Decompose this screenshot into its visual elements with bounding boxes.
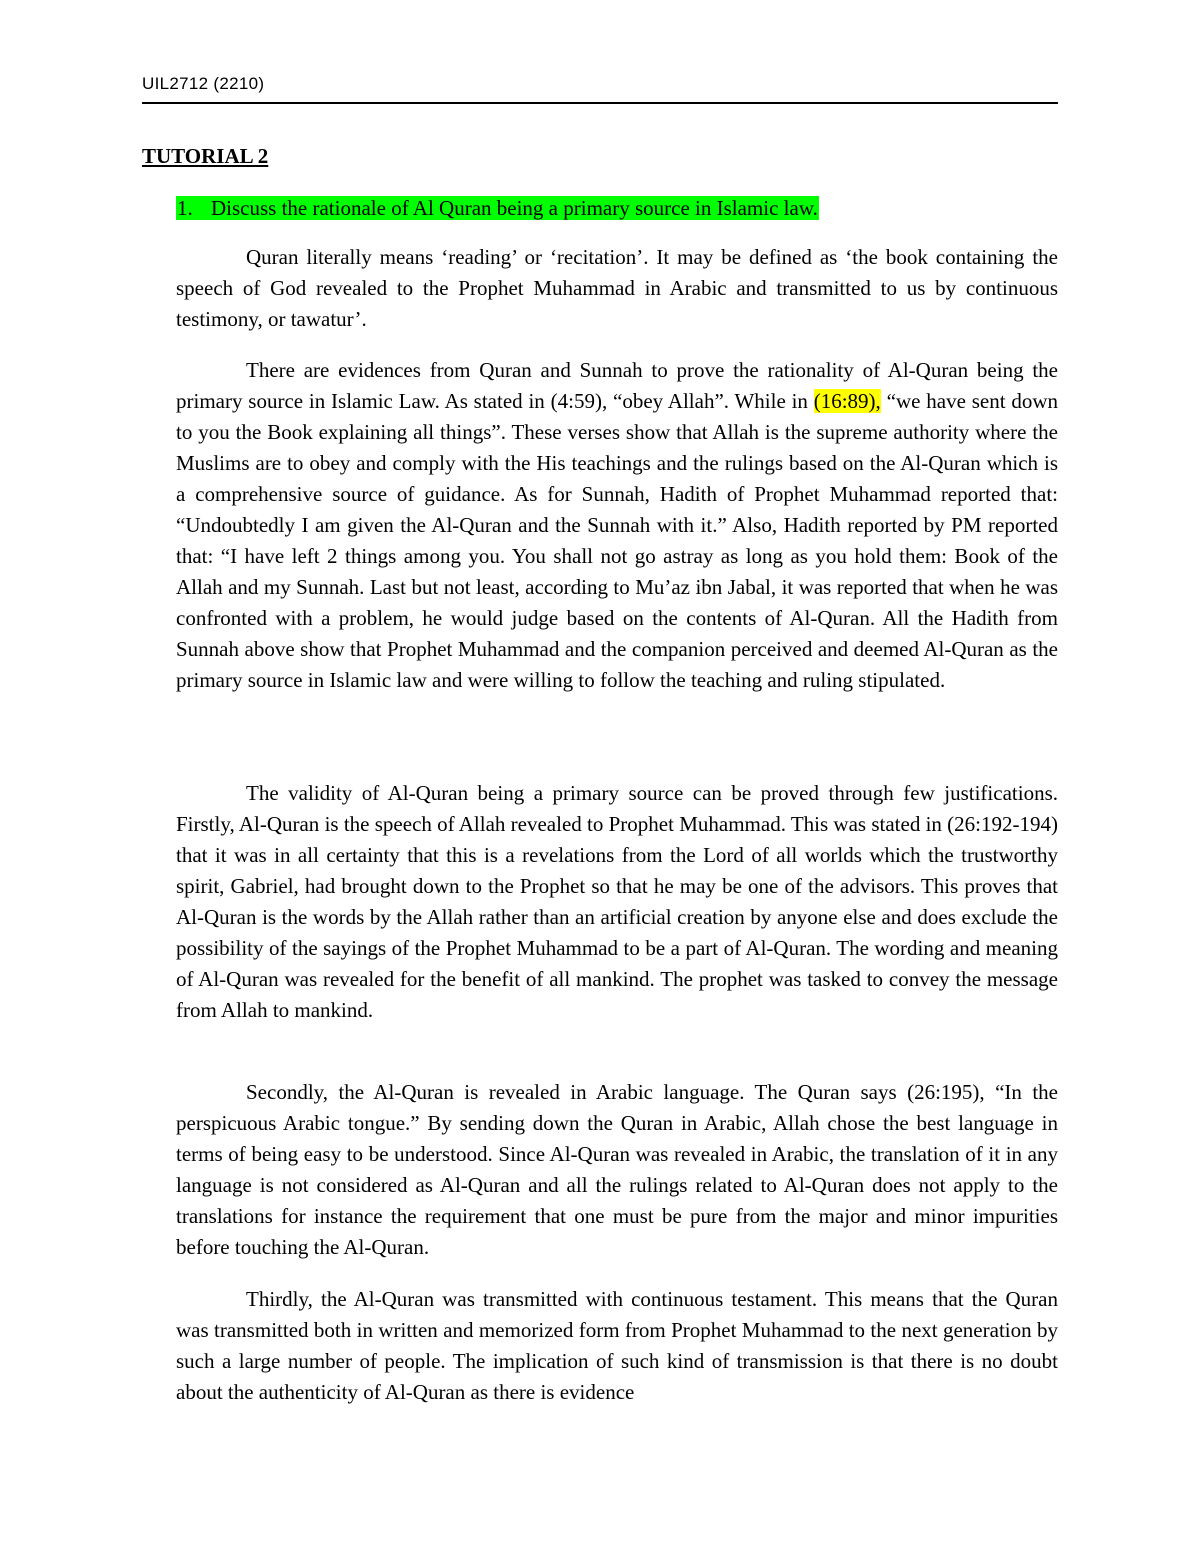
paragraph-transmission: Thirdly, the Al-Quran was transmitted with continuous testament. This means that the Quran was transmitted both in written and memorized form from Prophet Muhammad to the next generation by such a large number of people. The implication of such kind of transmission is that there is no doubt about the authenticity of Al-Quran as there is evidence bbox=[176, 1287, 1058, 1404]
paragraph-evidences bbox=[176, 355, 1058, 696]
paragraph-evidences-part1: There are evidences from Quran and Sunnah to prove the rationality of Al-Quran being the primary source in Islamic Law. As stated in (4:59), “obey Allah”. While in bbox=[176, 358, 1058, 413]
paragraph-arabic-language: Secondly, the Al-Quran is revealed in Arabic language. The Quran says (26:195), “In the perspicuous Arabic tongue.” By sending down the Quran in Arabic, Allah chose the best language in terms of being easy to be understood. Since Al-Quran was revealed in Arabic, the translation of it in any language is not considered as Al-Quran and all the rulings related to Al-Quran does not apply to the translations for instance the requirement that one must be pure from the major and minor impurities before touching the Al-Quran. bbox=[176, 1080, 1058, 1259]
question-number: 1. bbox=[177, 196, 193, 220]
page-header bbox=[142, 74, 1058, 104]
question-highlight bbox=[176, 196, 819, 220]
paragraph-evidences-part2: “we have sent down to you the Book explaining all things”. These verses show that Allah is the supreme authority where the Muslims are to obey and comply with the His teachings and the rulings based on the Al-Quran which is a comprehensive source of guidance. As for Sunnah, Hadith of Prophet Muhammad reported that: “Undoubtedly I am given the Al-Quran and the Sunnah with it.” Also, Hadith reported by PM reported that: “I have left 2 things among you. You shall not go astray as long as you hold them: Book of the Allah and my Sunnah. Last but not least, according to Mu’az ibn Jabal, it was reported that when he was confronted with a problem, he would judge based on the contents of Al-Quran. All the Hadith from Sunnah above show that Prophet Muhammad and the companion perceived and deemed Al-Quran as the primary source in Islamic law and were willing to follow the teaching and ruling stipulated. bbox=[176, 389, 1059, 692]
paragraph-validity: The validity of Al-Quran being a primary source can be proved through few justifications. Firstly, Al-Quran is the speech of Allah revealed to Prophet Muhammad. This was stated in (26:192-194) that it was in all certainty that this is a revelations from the Lord of all worlds which the trustworthy spirit, Gabriel, had brought down to the Prophet so that he may be one of the advisors. This proves that Al-Quran is the words by the Allah rather than an artificial creation by anyone else and does exclude the possibility of the sayings of the Prophet Muhammad to be a part of Al-Quran. The wording and meaning of Al-Quran was revealed for the benefit of all mankind. The prophet was tasked to convey the message from Allah to mankind. bbox=[176, 781, 1058, 1022]
verse-reference-highlight: (16:89), bbox=[813, 389, 881, 413]
question-text: Discuss the rationale of Al Quran being a primary source in Islamic law. bbox=[211, 196, 818, 220]
tutorial-title: TUTORIAL 2 bbox=[142, 144, 269, 168]
paragraph-definition: Quran literally means ‘reading’ or ‘recitation’. It may be defined as ‘the book containing the speech of God revealed to the Prophet Muhammad in Arabic and transmitted to us by continuous testimony, or tawatur’. bbox=[176, 245, 1058, 331]
question-line bbox=[176, 194, 819, 222]
course-code: UIL2712 (2210) bbox=[142, 74, 265, 93]
